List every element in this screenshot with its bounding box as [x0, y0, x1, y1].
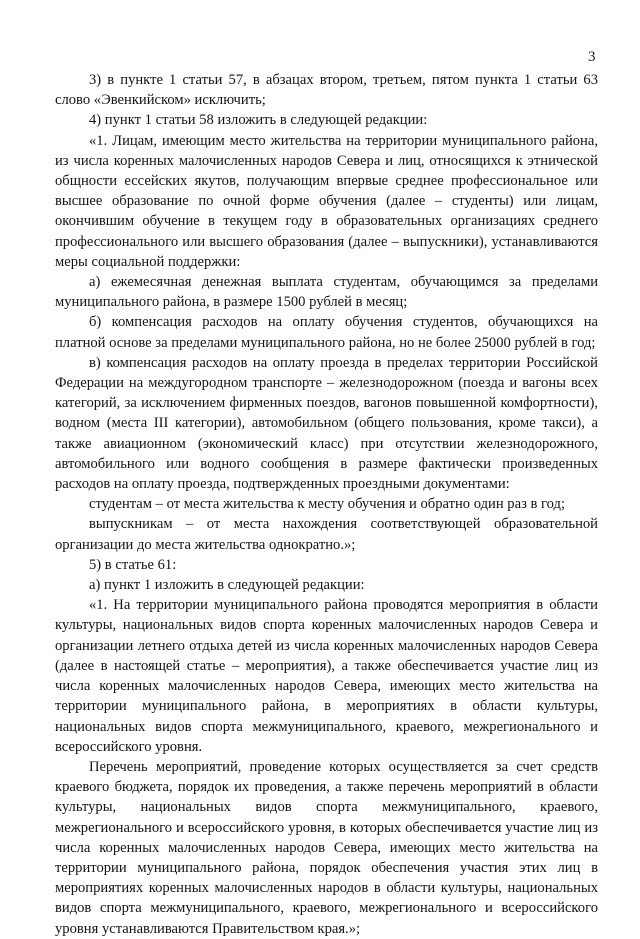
paragraph-article-58-point-1: «1. Лицам, имеющим место жительства на территории муниципального района, из числа коренных малочисленных народов Севера и лиц, относящихся к этнической общности ессейских якутов, получающим впервые среднее профессиональное или высшее образование по очной форме обучения (далее – студенты) или лицам, окончившим обучение в текущем году в образовательных организациях среднего профессионального или высшего образования (далее – выпускники), устанавливаются меры социальной поддержки: — [55, 132, 598, 270]
paragraph-item-3-amendment: 3) в пункте 1 статьи 57, в абзацах втором, третьем, пятом пункта 1 статьи 63 слово «Эвенкийском» исключить; — [55, 72, 598, 109]
paragraph-subpoint-c-travel-compensation: в) компенсация расходов на оплату проезда в пределах территории Российской Федерации на междугородном транспорте – железнодорожном (поезда и вагоны всех категорий, за исключением фирменных поездов, вагонов повышенной комфортности), водном (места III категории), автомобильном (общего пользования, кроме такси), а также авиационном (экономический класс) при отсутствии железнодорожного, автомобильного или водного сообщения в размере фактически произведенных расходов на оплату проезда, подтвержденных проездными документами: — [55, 354, 598, 493]
page-number: 3 — [588, 49, 596, 65]
paragraph-subpoint-b-tuition-compensation: б) компенсация расходов на оплату обучения студентов, обучающихся на платной основе за пределами муниципального района, но не более 25000 рублей в год; — [55, 314, 598, 351]
paragraph-graduates-travel: выпускникам – от места нахождения соответствующей образовательной организации до места жительства однократно.»; — [55, 516, 598, 553]
document-body — [55, 70, 598, 939]
paragraph-events-list: Перечень мероприятий, проведение которых осуществляется за счет средств краевого бюджета, порядок их проведения, а также перечень мероприятий в области культуры, национальных видов спорта межмуниципального, краевого, межрегионального и всероссийского уровня, в которых обеспечивается участие лиц из числа коренных малочисленных народов Севера, имеющих место жительства на территории муниципального района, порядок обеспечения участия этих лиц в мероприятиях коренных малочисленных народов в области культуры, национальных видов спорта межмуниципального, краевого, межрегионального и всероссийского уровня устанавливаются Правительством края.»; — [55, 758, 598, 937]
paragraph-subpoint-a-monthly-payment: а) ежемесячная денежная выплата студентам, обучающимся за пределами муниципального района, в размере 1500 рублей в месяц; — [55, 274, 598, 311]
paragraph-item-5-heading: 5) в статье 61: — [89, 556, 177, 573]
paragraph-subpoint-a-heading: а) пункт 1 изложить в следующей редакции: — [89, 577, 365, 594]
paragraph-students-travel: студентам – от места жительства к месту обучения и обратно один раз в год; — [89, 496, 566, 513]
paragraph-item-4-heading: 4) пункт 1 статьи 58 изложить в следующей редакции: — [89, 112, 428, 129]
paragraph-article-61-point-1: «1. На территории муниципального района проводятся мероприятия в области культуры, национальных видов спорта коренных малочисленных народов Севера и организации летнего отдыха детей из числа коренных малочисленных народов Севера (далее в настоящей статье – мероприятия), а также обеспечивается участие лиц из числа коренных малочисленных народов Севера, имеющих место жительства на территории муниципального района, в мероприятиях в области культуры, национальных видов спорта межмуниципального, краевого, межрегионального и всероссийского уровня. — [55, 597, 598, 755]
